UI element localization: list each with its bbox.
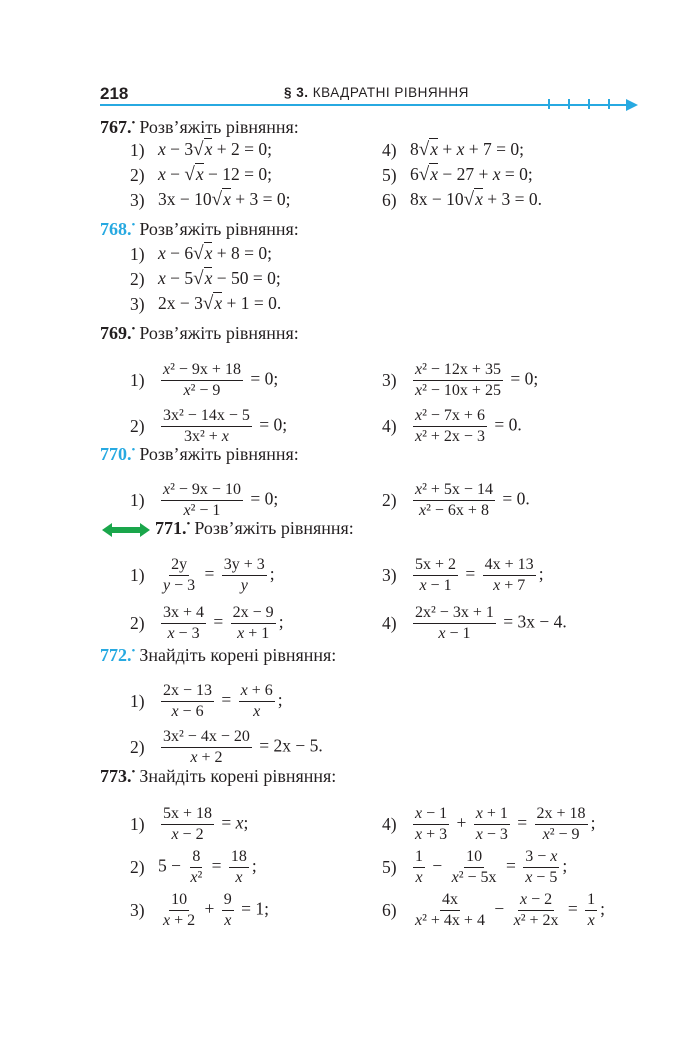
header-tick: [568, 99, 570, 109]
equation-767-1: 1) x − 3√x + 2 = 0;: [130, 139, 272, 160]
equation-770-1: 1) $\frac{\text{x² − 9x − 10}}{\text{x² − 1}}$ = 0;: [130, 481, 279, 519]
equation-773-4: 4) $\frac{x - 1}{x + 3}$ + $\frac{x + 1}{x - 3}$ = $\frac{2x + 18}{\text{x² − 9}}$ ;: [382, 805, 596, 843]
bullet-icon: •: [186, 518, 191, 530]
equation-768-1: 1) x − 6√x + 8 = 0;: [130, 243, 272, 264]
page-header: [100, 82, 640, 112]
problem-number: 773.: [100, 766, 132, 786]
problem-772: [100, 645, 336, 666]
problem-instruction: Розв’яжіть рівняння:: [139, 323, 299, 343]
equation-772-1: 1) $\frac{2x - 13}{x - 6}$ = $\frac{x + 6}{x}$ ;: [130, 682, 283, 720]
bullet-icon: •: [131, 323, 136, 335]
section-title: [284, 85, 469, 100]
problem-number: 768.: [100, 219, 132, 239]
equation-769-3: 3) $\frac{\text{x² − 12x + 35}}{\text{x² − 10x + 25}}$ = 0;: [382, 361, 539, 399]
problem-instruction: Розв’яжіть рівняння:: [139, 444, 299, 464]
problem-number: 770.: [100, 444, 132, 464]
equation-770-2: 2) $\frac{\text{x² + 5x − 14}}{\text{x² − 6x + 8}}$ = 0.: [382, 481, 530, 519]
problem-769: [100, 323, 299, 344]
header-arrow-icon: [626, 99, 638, 111]
double-headed-arrow-icon: [102, 523, 150, 537]
equation-772-2: 2) $\frac{\text{3x² − 4x − 20}}{x + 2}$ = 2x − 5.: [130, 728, 323, 766]
header-tick: [588, 99, 590, 109]
problem-773: [100, 766, 336, 787]
equation-767-3: 3) 3x − 10√x + 3 = 0;: [130, 189, 291, 210]
equation-773-1: 1) $\frac{5x + 18}{x - 2}$ = x;: [130, 805, 249, 843]
bullet-icon: •: [131, 219, 136, 231]
equation-773-2: 2) 5 − $\frac{8}{\text{x²}}$ = $\frac{18}{x}$ ;: [130, 848, 257, 886]
equation-771-1: 1) $\frac{2y}{y - 3}$ = $\frac{3y + 3}{y}$ ;: [130, 556, 275, 594]
equation-767-5: 5) 6√x − 27 + x = 0;: [382, 164, 533, 185]
problem-number: 769.: [100, 323, 132, 343]
equation-773-3: 3) $\frac{10}{x + 2}$ + $\frac{9}{x}$ = 1;: [130, 891, 269, 929]
equation-769-2: 2) $\frac{\text{3x² − 14x − 5}}{\text{3x² + x}}$ = 0;: [130, 407, 288, 445]
bullet-icon: •: [131, 117, 136, 129]
problem-768: [100, 219, 299, 240]
problem-instruction: Розв’яжіть рівняння:: [139, 117, 299, 137]
problem-770: [100, 444, 299, 465]
page-number: 218: [100, 84, 129, 103]
equation-769-4: 4) $\frac{\text{x² − 7x + 6}}{\text{x² + 2x − 3}}$ = 0.: [382, 407, 522, 445]
header-tick: [548, 99, 550, 109]
equation-773-6: 6) $\frac{4x}{\text{x² + 4x + 4}}$ − $\frac{x - 2}{\text{x² + 2x}}$ = $\frac{1}{x}$ ;: [382, 891, 606, 929]
equation-771-4: 4) $\frac{\text{2x² − 3x + 1}}{x - 1}$ = 3x − 4.: [382, 604, 567, 642]
problem-767: [100, 117, 299, 138]
problem-771: [155, 518, 354, 539]
equation-768-2: 2) x − 5√x − 50 = 0;: [130, 268, 281, 289]
bullet-icon: •: [131, 444, 136, 456]
equation-769-1: 1) $\frac{\text{x² − 9x + 18}}{\text{x² − 9}}$ = 0;: [130, 361, 279, 399]
problem-instruction: Знайдіть корені рівняння:: [139, 645, 337, 665]
problem-instruction: Знайдіть корені рівняння:: [139, 766, 337, 786]
equation-773-5: 5) $\frac{1}{x}$ − $\frac{10}{\text{x² − 5x}}$ = $\frac{3 - x}{x - 5}$ ;: [382, 848, 568, 886]
equation-767-6: 6) 8x − 10√x + 3 = 0.: [382, 189, 542, 210]
bullet-icon: •: [131, 645, 136, 657]
header-tick: [608, 99, 610, 109]
problem-instruction: Розв’яжіть рівняння:: [194, 518, 354, 538]
equation-767-2: 2) x − √x − 12 = 0;: [130, 164, 272, 185]
section-title-text: КВАДРАТНІ РІВНЯННЯ: [312, 85, 469, 100]
equation-771-3: 3) $\frac{5x + 2}{x - 1}$ = $\frac{4x + 13}{x + 7}$ ;: [382, 556, 544, 594]
problem-number: 771.: [155, 518, 187, 538]
section-mark: § 3.: [284, 85, 309, 100]
problem-number: 767.: [100, 117, 132, 137]
equation-767-4: 4) 8√x + x + 7 = 0;: [382, 139, 524, 160]
equation-771-2: 2) $\frac{3x + 4}{x - 3}$ = $\frac{2x - 9}{x + 1}$ ;: [130, 604, 284, 642]
equation-768-3: 3) 2x − 3√x + 1 = 0.: [130, 293, 282, 314]
bullet-icon: •: [131, 766, 136, 778]
problem-instruction: Розв’яжіть рівняння:: [139, 219, 299, 239]
header-rule: [100, 104, 630, 106]
problem-number: 772.: [100, 645, 132, 665]
